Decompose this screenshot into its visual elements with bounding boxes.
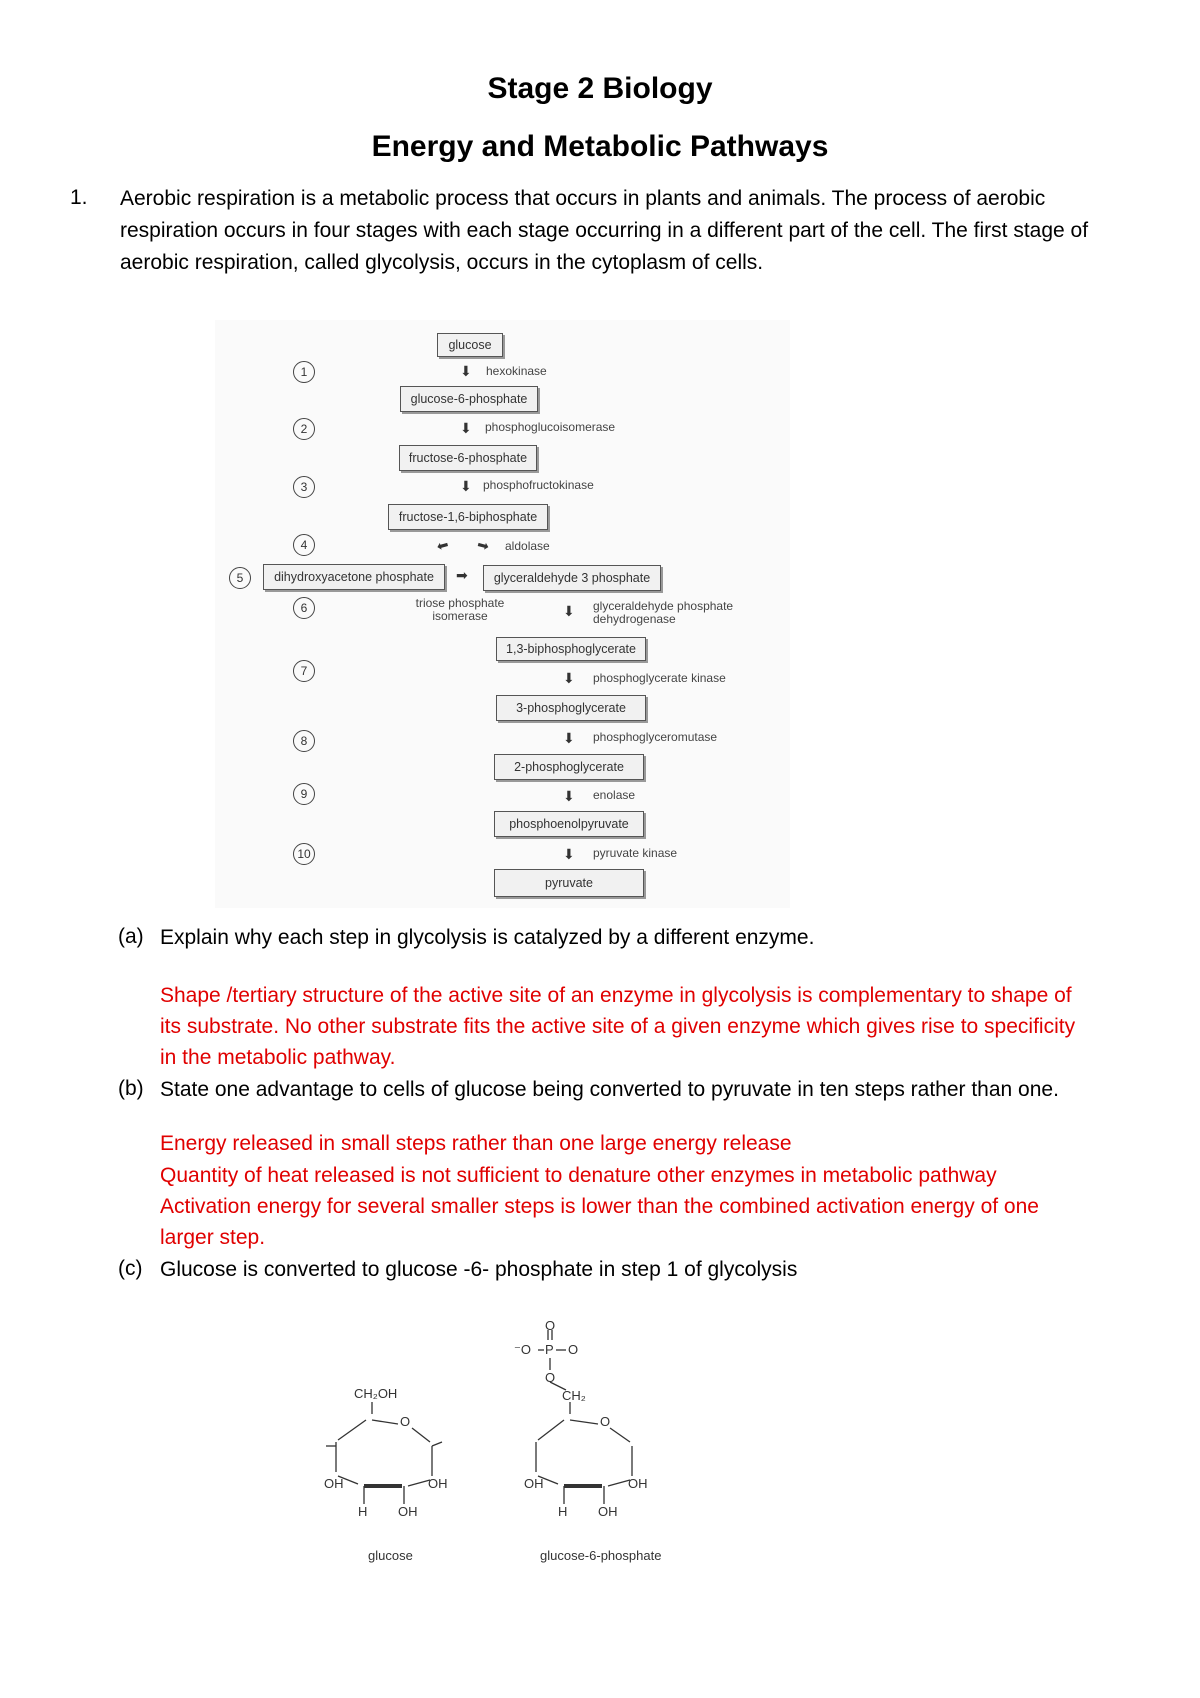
- arrow-down-left-icon: ⬋: [434, 535, 453, 555]
- arrow-down-right-icon: ⬊: [473, 535, 492, 555]
- enzyme-phosphoglycerate-kinase: phosphoglycerate kinase: [593, 671, 726, 685]
- g6p-oxygen-label: O: [545, 1370, 556, 1385]
- glucose-ring-oxygen: O: [400, 1414, 411, 1429]
- step-8-marker: 8: [293, 730, 315, 752]
- part-a-question: Explain why each step in glycolysis is catalyzed by a different enzyme.: [160, 926, 815, 949]
- page-subtitle: Energy and Metabolic Pathways: [371, 130, 829, 163]
- glucose-ch2oh-label: CH₂OH: [354, 1386, 398, 1401]
- part-b-question: State one advantage to cells of glucose being converted to pyruvate in ten steps rather than one.: [160, 1078, 1059, 1101]
- step-10-marker: 10: [293, 843, 315, 865]
- step-4-marker: 4: [293, 534, 315, 556]
- fructose-1-6-biphosphate-box: fructose-1,6-biphosphate: [388, 504, 548, 530]
- g6p-ch2-label: CH₂: [562, 1388, 586, 1403]
- arrow-down-icon: ⬇: [460, 363, 472, 379]
- g6p-oxygen-label: O: [545, 1318, 556, 1333]
- enzyme-phosphofructokinase: phosphofructokinase: [483, 478, 594, 492]
- step-9-marker: 9: [293, 783, 315, 805]
- pg3-box: 3-phosphoglycerate: [496, 695, 646, 721]
- part-b-label: (b): [118, 1077, 144, 1100]
- arrow-down-icon: ⬇: [460, 420, 472, 436]
- step-2-marker: 2: [293, 418, 315, 440]
- arrow-down-icon: ⬇: [563, 788, 575, 804]
- glucose-oh-label: OH: [428, 1476, 448, 1491]
- g6p-h-label: H: [558, 1504, 568, 1519]
- page-title: Stage 2 Biology: [487, 72, 713, 105]
- arrow-right-icon: ➡: [456, 567, 468, 583]
- glucose-6-phosphate-box: glucose-6-phosphate: [400, 386, 538, 412]
- part-c-question: Glucose is converted to glucose -6- phosphate in step 1 of glycolysis: [160, 1258, 798, 1281]
- enzyme-hexokinase: hexokinase: [486, 364, 547, 378]
- question-intro: Aerobic respiration is a metabolic process that occurs in plants and animals. The process of aerobic respiration occurs in four stages with each stage occurring in a different part of the cell. The first stage of aerobic respiration, called glycolysis, occurs in the cytoplasm of cells.: [120, 187, 1089, 274]
- glycolysis-diagram: [215, 320, 790, 908]
- arrow-down-icon: ⬇: [563, 846, 575, 862]
- part-b-answer-1: Energy released in small steps rather than one large energy release: [160, 1132, 792, 1155]
- g3p-box: glyceraldehyde 3 phosphate: [483, 565, 661, 591]
- fructose-6-phosphate-box: fructose-6-phosphate: [399, 445, 537, 471]
- dhap-box: dihydroxyacetone phosphate: [263, 564, 445, 590]
- enzyme-enolase: enolase: [593, 788, 636, 802]
- part-c-label: (c): [118, 1257, 143, 1280]
- enzyme-aldolase: aldolase: [505, 539, 550, 553]
- enzyme-triose-isomerase: triose phosphate isomerase: [415, 596, 505, 623]
- glucose-structure-label: glucose: [368, 1548, 413, 1563]
- g6p-phosphorus-label: P: [545, 1342, 554, 1357]
- arrow-down-icon: ⬇: [460, 478, 472, 494]
- pg2-box: 2-phosphoglycerate: [494, 754, 644, 780]
- glucose-box: glucose: [437, 333, 503, 357]
- glucose-h-label: H: [358, 1504, 368, 1519]
- g6p-oxygen-label: O: [568, 1342, 579, 1357]
- enzyme-pyruvate-kinase: pyruvate kinase: [593, 846, 678, 860]
- step-6-marker: 6: [293, 597, 315, 619]
- part-b-answer-3: Activation energy for several smaller steps is lower than the combined activation energy of one larger step.: [160, 1195, 1039, 1249]
- step-5-marker: 5: [229, 567, 251, 589]
- enzyme-phosphoglyceromutase: phosphoglyceromutase: [593, 730, 718, 744]
- g6p-o-minus-label: ⁻O: [514, 1342, 531, 1357]
- step-1-marker: 1: [293, 361, 315, 383]
- enzyme-phosphoglucoisomerase: phosphoglucoisomerase: [485, 420, 616, 434]
- part-a-answer: Shape /tertiary structure of the active site of an enzyme in glycolysis is complementary to shape of its substrate. No other substrate fits the active site of a given enzyme which gives rise to specificity in the metabolic pathway.: [160, 984, 1076, 1069]
- g6p-structure-label: glucose-6-phosphate: [540, 1548, 662, 1563]
- g6p-oh-label: OH: [598, 1504, 618, 1519]
- part-a-label: (a): [118, 925, 144, 948]
- glucose-oh-label: OH: [324, 1476, 344, 1491]
- arrow-down-icon: ⬇: [563, 670, 575, 686]
- step-7-marker: 7: [293, 660, 315, 682]
- enzyme-g3p-dehydrogenase: glyceraldehyde phosphate dehydrogenase: [593, 599, 734, 626]
- g6p-ring-oxygen: O: [600, 1414, 611, 1429]
- pyruvate-box: pyruvate: [494, 869, 644, 897]
- step-3-marker: 3: [293, 476, 315, 498]
- glucose-oh-label: OH: [398, 1504, 418, 1519]
- g6p-oh-label: OH: [524, 1476, 544, 1491]
- question-number: 1.: [70, 186, 88, 209]
- pep-box: phosphoenolpyruvate: [494, 811, 644, 837]
- bpg13-box: 1,3-biphosphoglycerate: [496, 637, 646, 661]
- part-b-answer-2: Quantity of heat released is not sufficient to denature other enzymes in metabolic pathway: [160, 1164, 997, 1187]
- glucose-6-phosphate-structure: [510, 1318, 670, 1528]
- g6p-oh-label: OH: [628, 1476, 648, 1491]
- arrow-down-icon: ⬇: [563, 730, 575, 746]
- arrow-down-icon: ⬇: [563, 603, 575, 619]
- glucose-structure: [320, 1380, 460, 1520]
